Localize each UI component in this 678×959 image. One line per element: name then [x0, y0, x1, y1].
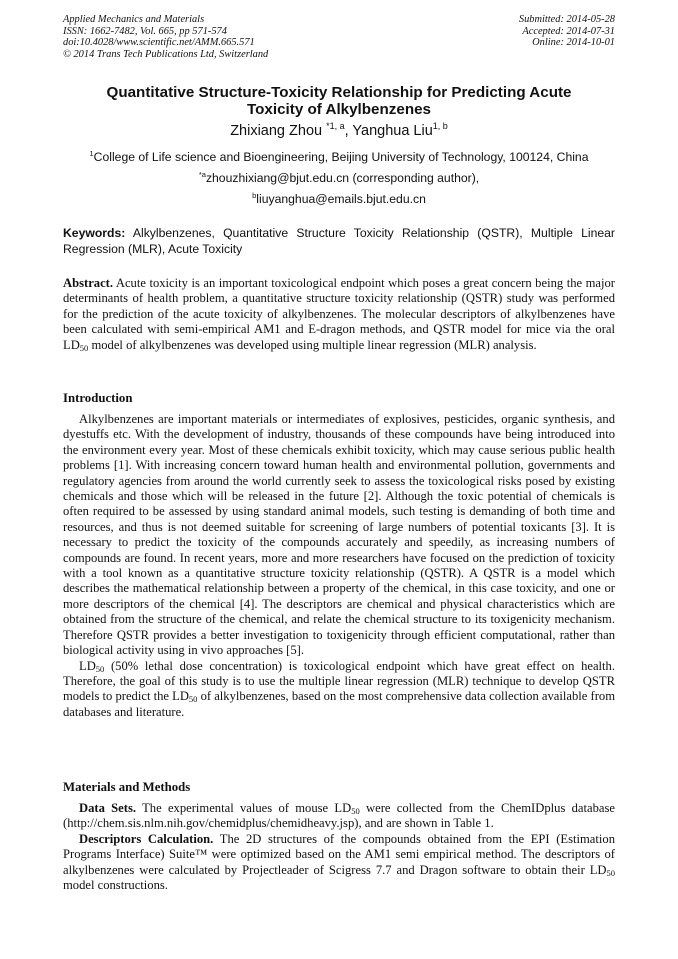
- descriptors-paragraph: [63, 832, 615, 894]
- email-b-text: liuyanghua@emails.bjut.edu.cn: [256, 192, 426, 206]
- descriptors-subscript: 50: [606, 867, 615, 878]
- author-2-superscript: 1, b: [432, 121, 448, 131]
- data-sets-text-1: The experimental values of mouse LD: [136, 801, 352, 815]
- introduction-paragraph-1: Alkylbenzenes are important materials or intermediates of explosives, pesticides, organic synthesis, and dyestuffs etc. With the development of industry, thousands of these compounds have being introduced into the environment every year. Most of these chemicals exhibit toxicity, which may cause serious public health problems [1]. With increasing concern toward human health and environmental pollution, governments and regulatory agencies from around the world currently seek to assess the toxicological risks posed by existing chemicals and those which will be released in the future [2]. Although the toxic potential of chemicals is often required to be assessed by using standard animal models, such testing is demanding of both time and resources, and thus is not deemed suitable for screening of large numbers of potential toxicants [3]. It is necessary to predict the toxicity of the compounds accurately and speedily, as increasing numbers of compounds are found. In recent years, more and more researchers have focused on the prediction of toxicity with a tool known as a quantitative structure toxicity relationship (QSTR). A QSTR is a model which describes the mathematical relationship between a property of the chemical, in this case toxicity, and one or more descriptors of the chemical [4]. The descriptors are chemical and physical characteristics which are obtained from the structure of the chemical, and relate the chemical structure to its toxigenicity mechanism. Therefore QSTR provides a better investigation to toxigenicity through efficient computational, rather than biological activity using in vivo approaches [5].: [63, 412, 615, 658]
- introduction-paragraph-2: [63, 659, 615, 721]
- paper-title: [63, 84, 615, 118]
- journal-header-left: [63, 14, 268, 60]
- abstract-text-1: Acute toxicity is an important toxicological endpoint which poses a great concern being the major determinants of health problem, a quantitative structure toxicity relationship (QSTR) study was performed for the prediction of the acute toxicity of alkylbenzenes. The molecular descriptors of alkylbenzenes have been calculated with semi-empirical AM1 and E-dragon methods, and QSTR model for mice via the oral LD: [63, 276, 615, 352]
- para2-subscript-2: 50: [188, 694, 198, 705]
- abstract: [63, 276, 615, 353]
- author-1: Zhixiang Zhou: [230, 123, 323, 139]
- introduction-body: [63, 412, 615, 720]
- methods-body: [63, 801, 615, 893]
- abstract-text-2: model of alkylbenzenes was developed using multiple linear regression (MLR) analysis.: [88, 337, 537, 352]
- descriptors-text-2: model constructions.: [63, 878, 168, 893]
- email-b-superscript: b: [252, 191, 257, 200]
- data-sets-subscript: 50: [351, 806, 360, 816]
- doi-line: doi:10.4028/www.scientific.net/AMM.665.571: [63, 37, 255, 49]
- abstract-label: Abstract.: [63, 276, 114, 290]
- data-sets-paragraph: [63, 801, 615, 832]
- journal-header-right: [519, 14, 615, 49]
- title-line-1: Quantitative Structure-Toxicity Relationship for Predicting Acute: [106, 84, 572, 101]
- para2-text-b: (50% lethal dose concentration) is toxicological endpoint which have great effect on health. Therefore, the goal of this study is to use the multiple linear regression (MLR) technique to develop QSTR models to predict the LD: [63, 658, 615, 704]
- email-a-superscript: *a: [198, 170, 206, 179]
- issn-line: ISSN: 1662-7482, Vol. 665, pp 571-574: [63, 25, 227, 37]
- affiliation-superscript: 1: [89, 149, 94, 158]
- email-b: [63, 192, 615, 206]
- introduction-heading: Introduction: [63, 391, 133, 405]
- online-date: Online: 2014-10-01: [532, 37, 615, 49]
- copyright-line: © 2014 Trans Tech Publications Ltd, Switzerland: [63, 48, 269, 60]
- data-sets-label: Data Sets.: [79, 801, 137, 815]
- para2-text-c: of alkylbenzenes, based on the most comprehensive data collection available from databases and literature.: [63, 689, 615, 719]
- para2-subscript-1: 50: [95, 663, 105, 674]
- keywords-text: Alkylbenzenes, Quantitative Structure Toxicity Relationship (QSTR), Multiple Linear Regression (MLR), Acute Toxicity: [63, 226, 615, 256]
- descriptors-label: Descriptors Calculation.: [79, 831, 214, 846]
- email-a: [63, 171, 615, 185]
- keywords: [63, 226, 615, 257]
- data-sets-text-2: were collected from the ChemIDplus database (http://chem.sis.nlm.nih.gov/chemidplus/chemidheavy.jsp), and are shown in Table 1.: [63, 801, 615, 831]
- author-separator: ,: [344, 123, 353, 139]
- affiliation-text: College of Life science and Bioengineering, Beijing University of Technology, 100124, China: [93, 150, 589, 164]
- author-1-superscript: *1, a: [326, 121, 345, 131]
- methods-heading: Materials and Methods: [63, 780, 191, 794]
- abstract-subscript: 50: [79, 342, 89, 353]
- author-list: [63, 123, 615, 139]
- author-2: Yanghua Liu: [352, 123, 433, 139]
- accepted-date: Accepted: 2014-07-31: [522, 25, 615, 37]
- submitted-date: Submitted: 2014-05-28: [518, 14, 615, 25]
- descriptors-text-1: The 2D structures of the compounds obtained from the EPI (Estimation Programs Interface) Suite™ were optimized based on the AM1 semi empirical method. The descriptors of alkylbenzenes were calculated by Projectleader of Scigress 7.7 and Dragon software to obtain their LD: [63, 831, 615, 877]
- journal-name: Applied Mechanics and Materials: [63, 14, 205, 25]
- para2-text-a: LD: [79, 658, 96, 673]
- keywords-label: Keywords:: [63, 226, 126, 240]
- title-line-2: Toxicity of Alkylbenzenes: [247, 101, 431, 118]
- email-a-text: zhouzhixiang@bjut.edu.cn (corresponding author),: [205, 171, 480, 185]
- affiliation: [63, 150, 615, 164]
